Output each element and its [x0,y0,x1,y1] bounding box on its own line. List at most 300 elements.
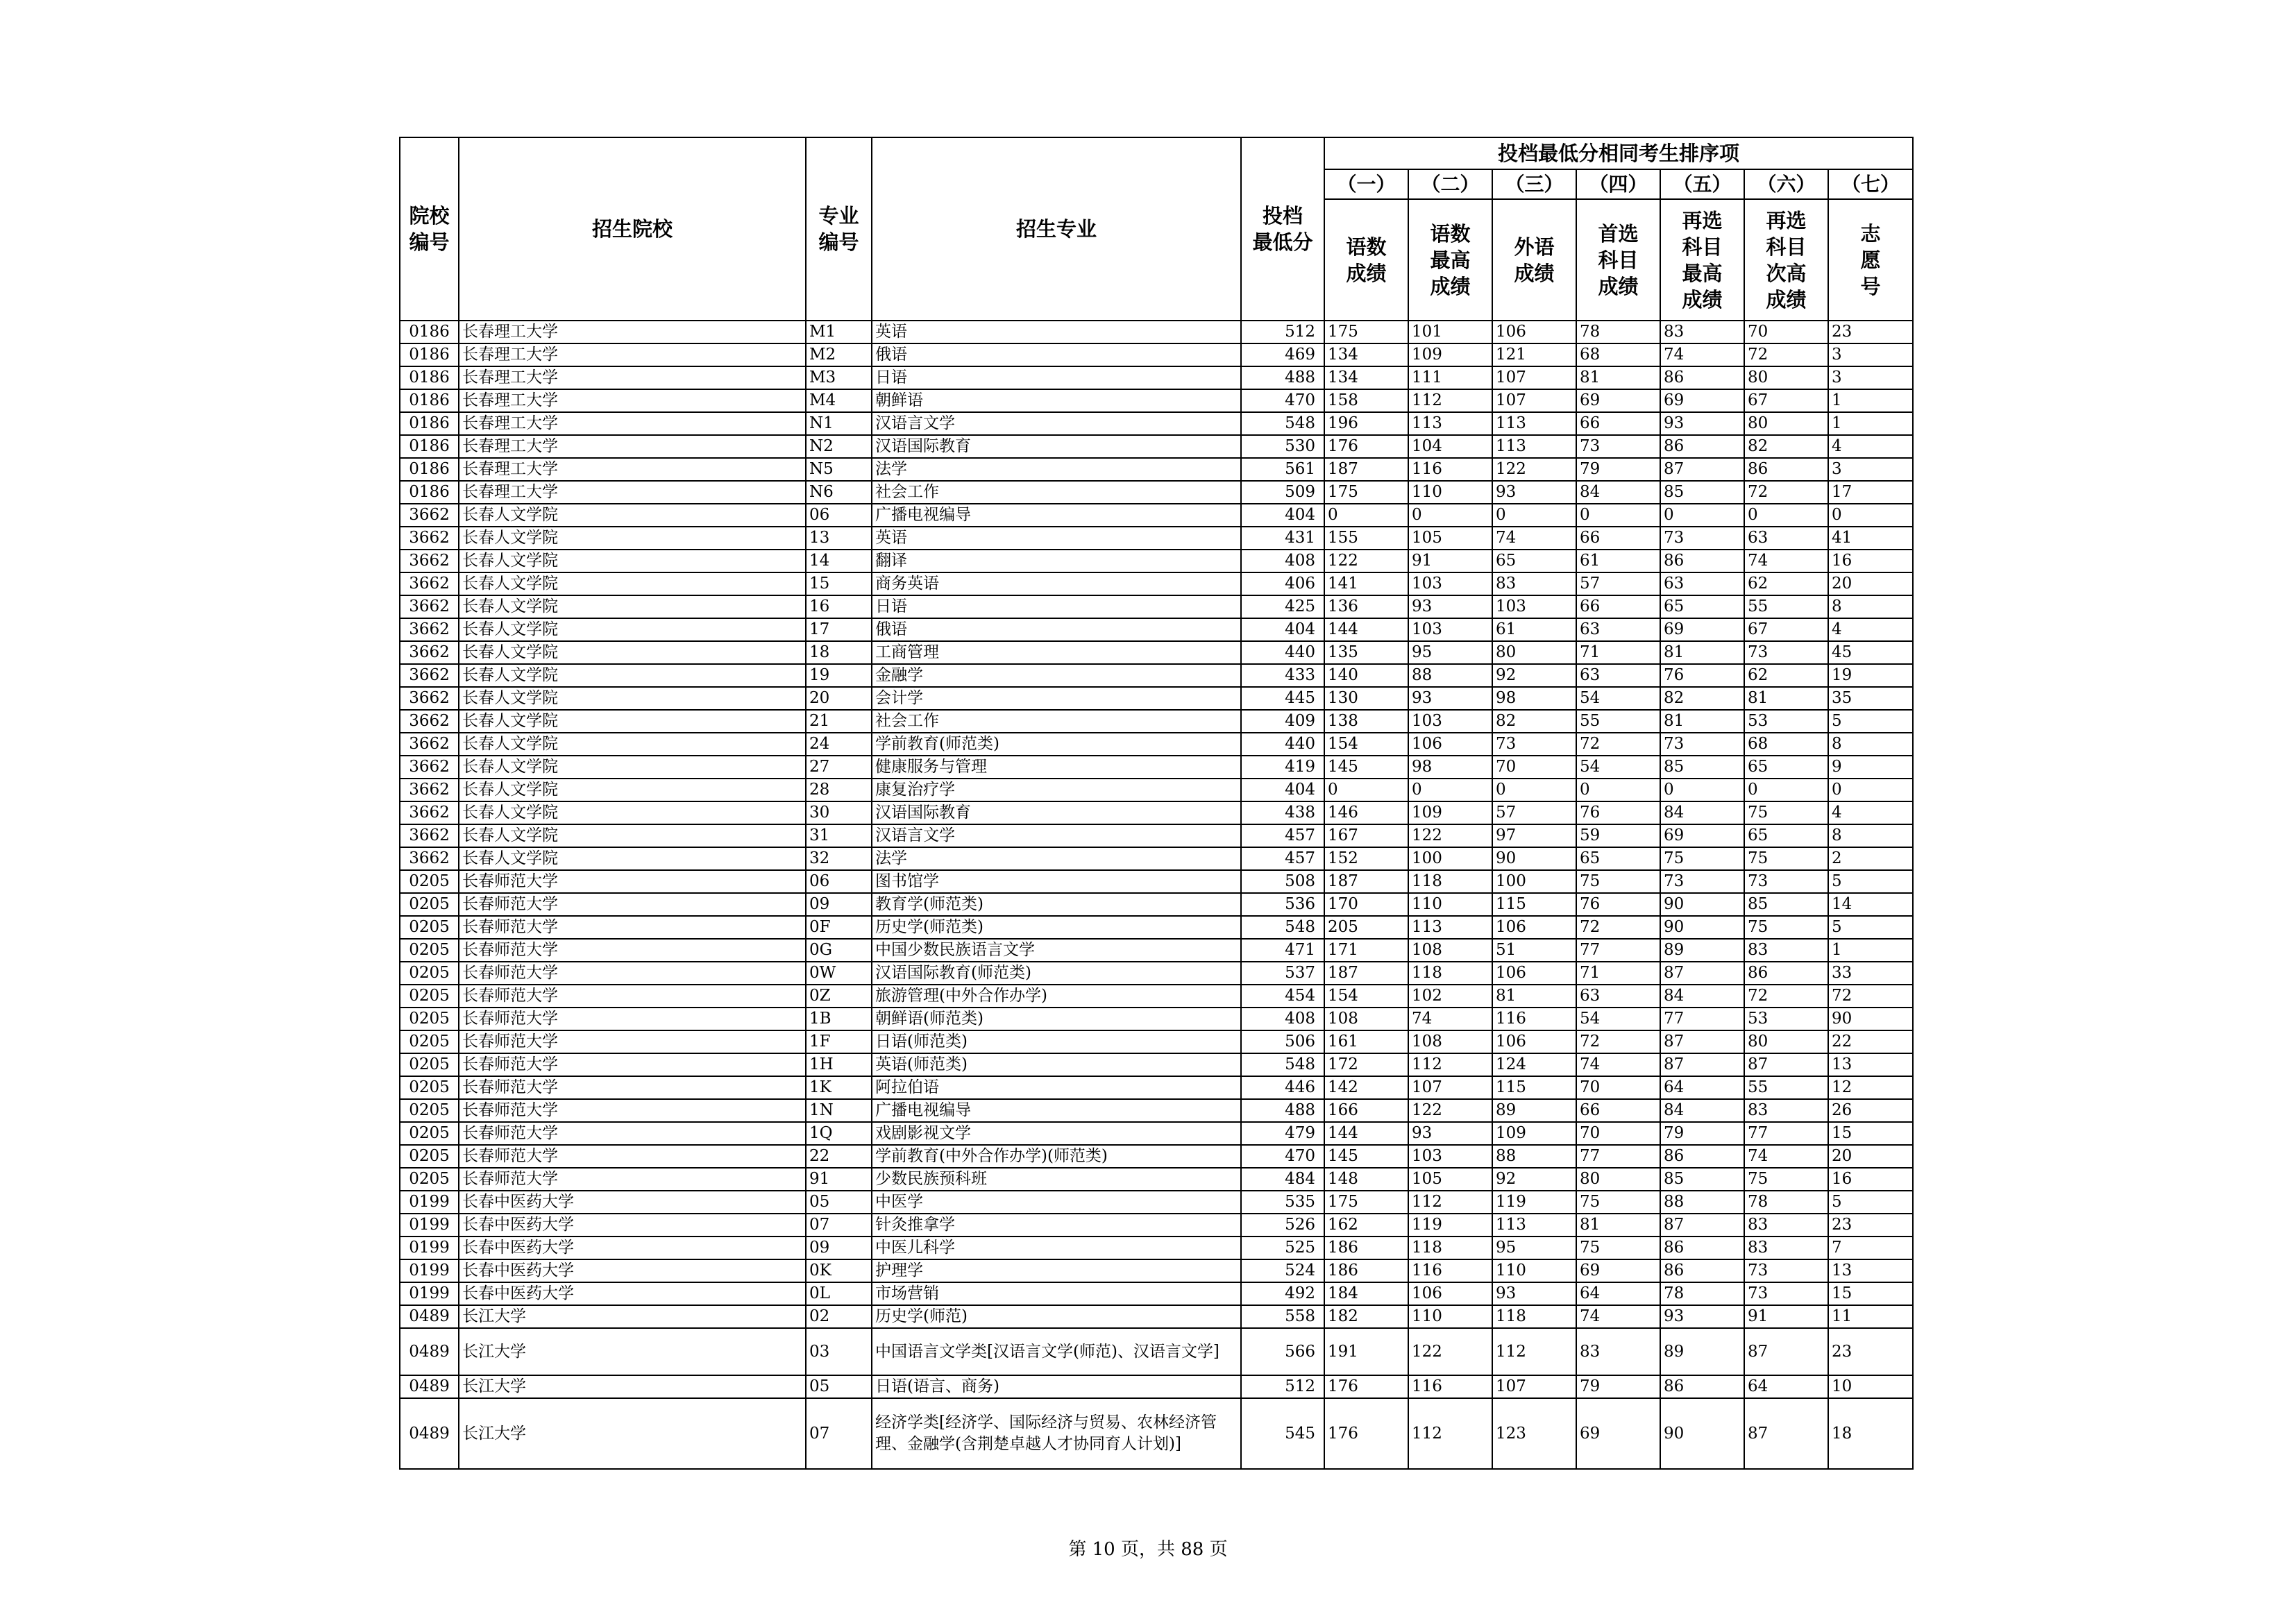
tiebreak-2-cell: 88 [1408,664,1492,687]
table-row [400,985,1913,1008]
tiebreak-7-cell: 72 [1828,985,1913,1008]
tiebreak-2-cell: 122 [1408,824,1492,847]
table-row [400,1122,1913,1145]
tiebreak-3-cell: 98 [1492,687,1576,710]
school-name-cell: 长春人文学院 [459,733,806,756]
school-name-cell: 长春人文学院 [459,779,806,801]
tiebreak-6-cell: 73 [1744,1259,1828,1282]
major-name-cell: 护理学 [872,1259,1241,1282]
tiebreak-6-cell: 55 [1744,1076,1828,1099]
major-name-cell: 日语 [872,595,1241,618]
table-header [400,137,1913,321]
table-row [400,893,1913,916]
table-row [400,321,1913,343]
tiebreak-7-cell: 20 [1828,572,1913,595]
tiebreak-6-cell: 67 [1744,618,1828,641]
tiebreak-4-cell: 70 [1576,1076,1660,1099]
tiebreak-2-cell: 102 [1408,985,1492,1008]
major-code-cell: 1N [806,1099,872,1122]
major-code-cell: N2 [806,435,872,458]
tiebreak-2-cell: 116 [1408,458,1492,481]
tiebreak-7-cell: 8 [1828,733,1913,756]
school-name-cell: 长春师范大学 [459,870,806,893]
tiebreak-4-cell: 84 [1576,481,1660,504]
tiebreak-2-cell: 93 [1408,687,1492,710]
tiebreak-7-cell: 20 [1828,1145,1913,1168]
header-major-code: 专业 编号 [806,137,872,321]
tiebreak-col-number: （二） [1408,169,1492,199]
table-row [400,733,1913,756]
tiebreak-4-cell: 77 [1576,939,1660,962]
school-code-cell: 0205 [400,1053,459,1076]
school-code-cell: 0186 [400,343,459,366]
tiebreak-col-number: （七） [1828,169,1913,199]
school-code-cell: 3662 [400,664,459,687]
school-name-cell: 长春人文学院 [459,527,806,550]
table-row [400,801,1913,824]
table-row [400,664,1913,687]
tiebreak-4-cell: 81 [1576,366,1660,389]
tiebreak-4-cell: 54 [1576,687,1660,710]
tiebreak-6-cell: 53 [1744,710,1828,733]
tiebreak-5-cell: 69 [1660,389,1744,412]
major-name-cell: 社会工作 [872,481,1241,504]
page-footer: 第 10 页，共 88 页 [1068,1539,1228,1560]
major-code-cell: 0K [806,1259,872,1282]
tiebreak-5-cell: 85 [1660,1168,1744,1191]
tiebreak-6-cell: 0 [1744,779,1828,801]
tiebreak-5-cell: 89 [1660,939,1744,962]
tiebreak-1-cell: 158 [1324,389,1408,412]
major-code-cell: 24 [806,733,872,756]
tiebreak-1-cell: 182 [1324,1305,1408,1328]
tiebreak-2-cell: 109 [1408,801,1492,824]
tiebreak-7-cell: 16 [1828,550,1913,572]
min-score-cell: 536 [1241,893,1324,916]
tiebreak-1-cell: 144 [1324,618,1408,641]
tiebreak-3-cell: 93 [1492,1282,1576,1305]
tiebreak-5-cell: 73 [1660,733,1744,756]
school-name-cell: 长春中医药大学 [459,1214,806,1237]
tiebreak-1-cell: 187 [1324,870,1408,893]
major-name-cell: 中国语言文学类[汉语言文学(师范)、汉语言文学] [872,1328,1241,1375]
tiebreak-4-cell: 54 [1576,1008,1660,1030]
tiebreak-6-cell: 74 [1744,550,1828,572]
tiebreak-4-cell: 66 [1576,527,1660,550]
major-name-cell: 朝鲜语 [872,389,1241,412]
tiebreak-7-cell: 4 [1828,435,1913,458]
table-row [400,710,1913,733]
tiebreak-col-label: 语数 成绩 [1324,199,1408,321]
tiebreak-2-cell: 98 [1408,756,1492,779]
tiebreak-1-cell: 196 [1324,412,1408,435]
tiebreak-1-cell: 170 [1324,893,1408,916]
tiebreak-2-cell: 74 [1408,1008,1492,1030]
tiebreak-6-cell: 0 [1744,504,1828,527]
school-code-cell: 0205 [400,1030,459,1053]
table-row [400,1099,1913,1122]
table-row [400,366,1913,389]
tiebreak-2-cell: 103 [1408,710,1492,733]
school-code-cell: 0199 [400,1237,459,1259]
major-name-cell: 英语(师范类) [872,1053,1241,1076]
tiebreak-5-cell: 79 [1660,1122,1744,1145]
school-name-cell: 长春人文学院 [459,572,806,595]
tiebreak-4-cell: 75 [1576,1237,1660,1259]
tiebreak-6-cell: 63 [1744,527,1828,550]
tiebreak-5-cell: 84 [1660,985,1744,1008]
school-name-cell: 长江大学 [459,1328,806,1375]
school-name-cell: 长春理工大学 [459,435,806,458]
tiebreak-7-cell: 41 [1828,527,1913,550]
tiebreak-6-cell: 73 [1744,870,1828,893]
tiebreak-2-cell: 116 [1408,1259,1492,1282]
school-code-cell: 0186 [400,481,459,504]
major-name-cell: 翻译 [872,550,1241,572]
tiebreak-6-cell: 86 [1744,962,1828,985]
tiebreak-1-cell: 186 [1324,1259,1408,1282]
major-code-cell: M4 [806,389,872,412]
tiebreak-5-cell: 73 [1660,527,1744,550]
tiebreak-3-cell: 51 [1492,939,1576,962]
tiebreak-7-cell: 9 [1828,756,1913,779]
tiebreak-5-cell: 83 [1660,321,1744,343]
table-row [400,1375,1913,1398]
school-name-cell: 长春中医药大学 [459,1191,806,1214]
min-score-cell: 445 [1241,687,1324,710]
school-code-cell: 0186 [400,321,459,343]
tiebreak-6-cell: 81 [1744,687,1828,710]
tiebreak-7-cell: 8 [1828,824,1913,847]
min-score-cell: 525 [1241,1237,1324,1259]
tiebreak-6-cell: 75 [1744,801,1828,824]
tiebreak-1-cell: 191 [1324,1328,1408,1375]
tiebreak-6-cell: 62 [1744,572,1828,595]
tiebreak-1-cell: 0 [1324,779,1408,801]
min-score-cell: 440 [1241,641,1324,664]
tiebreak-3-cell: 112 [1492,1328,1576,1375]
tiebreak-2-cell: 105 [1408,527,1492,550]
min-score-cell: 419 [1241,756,1324,779]
school-code-cell: 0205 [400,916,459,939]
school-name-cell: 长春师范大学 [459,1008,806,1030]
tiebreak-1-cell: 152 [1324,847,1408,870]
major-code-cell: 06 [806,870,872,893]
tiebreak-6-cell: 75 [1744,1168,1828,1191]
major-code-cell: 07 [806,1214,872,1237]
min-score-cell: 548 [1241,1053,1324,1076]
school-name-cell: 长春师范大学 [459,1099,806,1122]
tiebreak-2-cell: 110 [1408,1305,1492,1328]
tiebreak-6-cell: 82 [1744,435,1828,458]
tiebreak-4-cell: 72 [1576,916,1660,939]
tiebreak-1-cell: 175 [1324,481,1408,504]
tiebreak-4-cell: 70 [1576,1122,1660,1145]
tiebreak-3-cell: 73 [1492,733,1576,756]
tiebreak-2-cell: 93 [1408,595,1492,618]
min-score-cell: 425 [1241,595,1324,618]
tiebreak-1-cell: 175 [1324,321,1408,343]
tiebreak-5-cell: 90 [1660,1398,1744,1469]
tiebreak-5-cell: 81 [1660,710,1744,733]
major-name-cell: 商务英语 [872,572,1241,595]
major-name-cell: 历史学(师范) [872,1305,1241,1328]
tiebreak-1-cell: 154 [1324,985,1408,1008]
major-code-cell: N6 [806,481,872,504]
header-tiebreak-group: 投档最低分相同考生排序项 [1324,137,1913,169]
tiebreak-3-cell: 107 [1492,1375,1576,1398]
school-code-cell: 3662 [400,847,459,870]
table-row [400,847,1913,870]
major-code-cell: 91 [806,1168,872,1191]
tiebreak-4-cell: 65 [1576,847,1660,870]
tiebreak-4-cell: 72 [1576,1030,1660,1053]
tiebreak-2-cell: 110 [1408,481,1492,504]
major-name-cell: 学前教育(师范类) [872,733,1241,756]
tiebreak-6-cell: 72 [1744,343,1828,366]
tiebreak-7-cell: 15 [1828,1282,1913,1305]
header-major-name: 招生专业 [872,137,1241,321]
tiebreak-4-cell: 76 [1576,801,1660,824]
school-name-cell: 长春理工大学 [459,389,806,412]
tiebreak-4-cell: 66 [1576,412,1660,435]
school-name-cell: 长春中医药大学 [459,1259,806,1282]
tiebreak-5-cell: 76 [1660,664,1744,687]
tiebreak-2-cell: 110 [1408,893,1492,916]
tiebreak-6-cell: 83 [1744,1214,1828,1237]
school-name-cell: 长春理工大学 [459,366,806,389]
tiebreak-1-cell: 187 [1324,962,1408,985]
min-score-cell: 548 [1241,412,1324,435]
tiebreak-2-cell: 101 [1408,321,1492,343]
tiebreak-7-cell: 4 [1828,618,1913,641]
school-code-cell: 0186 [400,389,459,412]
tiebreak-4-cell: 81 [1576,1214,1660,1237]
tiebreak-1-cell: 141 [1324,572,1408,595]
major-code-cell: 30 [806,801,872,824]
table-row [400,1282,1913,1305]
tiebreak-5-cell: 69 [1660,824,1744,847]
tiebreak-7-cell: 17 [1828,481,1913,504]
tiebreak-5-cell: 86 [1660,1259,1744,1282]
school-name-cell: 长江大学 [459,1375,806,1398]
tiebreak-2-cell: 106 [1408,1282,1492,1305]
tiebreak-2-cell: 106 [1408,733,1492,756]
table-row [400,1259,1913,1282]
tiebreak-4-cell: 69 [1576,1259,1660,1282]
tiebreak-col-label: 语数 最高 成绩 [1408,199,1492,321]
tiebreak-4-cell: 61 [1576,550,1660,572]
tiebreak-1-cell: 186 [1324,1237,1408,1259]
tiebreak-6-cell: 75 [1744,847,1828,870]
school-name-cell: 长春师范大学 [459,1145,806,1168]
min-score-cell: 406 [1241,572,1324,595]
major-code-cell: 1K [806,1076,872,1099]
school-name-cell: 长江大学 [459,1305,806,1328]
major-name-cell: 中医学 [872,1191,1241,1214]
major-code-cell: 22 [806,1145,872,1168]
table-row [400,595,1913,618]
table-row [400,504,1913,527]
school-name-cell: 长春人文学院 [459,710,806,733]
min-score-cell: 509 [1241,481,1324,504]
tiebreak-6-cell: 87 [1744,1398,1828,1469]
tiebreak-6-cell: 87 [1744,1053,1828,1076]
tiebreak-4-cell: 74 [1576,1305,1660,1328]
tiebreak-3-cell: 106 [1492,916,1576,939]
tiebreak-1-cell: 146 [1324,801,1408,824]
major-name-cell: 戏剧影视文学 [872,1122,1241,1145]
major-name-cell: 法学 [872,847,1241,870]
tiebreak-6-cell: 83 [1744,939,1828,962]
tiebreak-5-cell: 88 [1660,1191,1744,1214]
table-row [400,618,1913,641]
tiebreak-3-cell: 115 [1492,1076,1576,1099]
major-name-cell: 汉语国际教育 [872,435,1241,458]
tiebreak-1-cell: 176 [1324,435,1408,458]
tiebreak-3-cell: 92 [1492,1168,1576,1191]
tiebreak-5-cell: 69 [1660,618,1744,641]
tiebreak-6-cell: 80 [1744,366,1828,389]
tiebreak-6-cell: 87 [1744,1328,1828,1375]
table-row [400,1191,1913,1214]
table-row [400,641,1913,664]
tiebreak-7-cell: 90 [1828,1008,1913,1030]
tiebreak-3-cell: 103 [1492,595,1576,618]
tiebreak-6-cell: 65 [1744,824,1828,847]
school-code-cell: 0186 [400,435,459,458]
school-code-cell: 3662 [400,824,459,847]
school-name-cell: 长春师范大学 [459,939,806,962]
school-code-cell: 3662 [400,550,459,572]
tiebreak-1-cell: 154 [1324,733,1408,756]
min-score-cell: 484 [1241,1168,1324,1191]
tiebreak-2-cell: 103 [1408,572,1492,595]
table-row [400,1237,1913,1259]
tiebreak-3-cell: 97 [1492,824,1576,847]
major-code-cell: 32 [806,847,872,870]
tiebreak-3-cell: 88 [1492,1145,1576,1168]
table-row [400,779,1913,801]
major-code-cell: 1B [806,1008,872,1030]
school-code-cell: 3662 [400,618,459,641]
tiebreak-2-cell: 107 [1408,1076,1492,1099]
tiebreak-5-cell: 86 [1660,1237,1744,1259]
tiebreak-5-cell: 90 [1660,893,1744,916]
min-score-cell: 438 [1241,801,1324,824]
major-code-cell: N1 [806,412,872,435]
tiebreak-7-cell: 5 [1828,916,1913,939]
tiebreak-1-cell: 136 [1324,595,1408,618]
major-code-cell: 17 [806,618,872,641]
tiebreak-3-cell: 92 [1492,664,1576,687]
school-code-cell: 0199 [400,1282,459,1305]
tiebreak-3-cell: 95 [1492,1237,1576,1259]
min-score-cell: 512 [1241,321,1324,343]
tiebreak-5-cell: 81 [1660,641,1744,664]
major-code-cell: 05 [806,1375,872,1398]
tiebreak-3-cell: 113 [1492,1214,1576,1237]
school-code-cell: 0199 [400,1259,459,1282]
min-score-cell: 537 [1241,962,1324,985]
tiebreak-5-cell: 82 [1660,687,1744,710]
tiebreak-5-cell: 84 [1660,801,1744,824]
tiebreak-5-cell: 86 [1660,1145,1744,1168]
tiebreak-7-cell: 23 [1828,321,1913,343]
tiebreak-2-cell: 112 [1408,1398,1492,1469]
tiebreak-4-cell: 79 [1576,1375,1660,1398]
school-name-cell: 长春人文学院 [459,618,806,641]
major-name-cell: 广播电视编导 [872,504,1241,527]
tiebreak-3-cell: 113 [1492,435,1576,458]
school-code-cell: 3662 [400,756,459,779]
tiebreak-7-cell: 8 [1828,595,1913,618]
school-code-cell: 3662 [400,572,459,595]
school-name-cell: 长江大学 [459,1398,806,1469]
tiebreak-3-cell: 81 [1492,985,1576,1008]
tiebreak-4-cell: 77 [1576,1145,1660,1168]
school-code-cell: 0205 [400,1145,459,1168]
tiebreak-3-cell: 61 [1492,618,1576,641]
tiebreak-3-cell: 57 [1492,801,1576,824]
major-code-cell: 16 [806,595,872,618]
school-code-cell: 0205 [400,1099,459,1122]
tiebreak-4-cell: 83 [1576,1328,1660,1375]
school-name-cell: 长春人文学院 [459,801,806,824]
major-name-cell: 汉语言文学 [872,824,1241,847]
tiebreak-3-cell: 70 [1492,756,1576,779]
tiebreak-3-cell: 123 [1492,1398,1576,1469]
tiebreak-6-cell: 62 [1744,664,1828,687]
tiebreak-2-cell: 91 [1408,550,1492,572]
school-name-cell: 长春师范大学 [459,1076,806,1099]
tiebreak-5-cell: 93 [1660,412,1744,435]
tiebreak-6-cell: 67 [1744,389,1828,412]
school-name-cell: 长春人文学院 [459,595,806,618]
tiebreak-4-cell: 63 [1576,985,1660,1008]
tiebreak-2-cell: 93 [1408,1122,1492,1145]
tiebreak-3-cell: 115 [1492,893,1576,916]
tiebreak-6-cell: 74 [1744,1145,1828,1168]
tiebreak-4-cell: 66 [1576,595,1660,618]
min-score-cell: 508 [1241,870,1324,893]
major-name-cell: 俄语 [872,343,1241,366]
tiebreak-5-cell: 64 [1660,1076,1744,1099]
tiebreak-col-label: 外语 成绩 [1492,199,1576,321]
tiebreak-col-label: 志 愿 号 [1828,199,1913,321]
tiebreak-2-cell: 119 [1408,1214,1492,1237]
tiebreak-6-cell: 78 [1744,1191,1828,1214]
tiebreak-2-cell: 0 [1408,779,1492,801]
tiebreak-1-cell: 162 [1324,1214,1408,1237]
tiebreak-1-cell: 134 [1324,343,1408,366]
tiebreak-4-cell: 78 [1576,321,1660,343]
school-code-cell: 0186 [400,366,459,389]
school-name-cell: 长春理工大学 [459,321,806,343]
tiebreak-6-cell: 83 [1744,1099,1828,1122]
major-code-cell: 13 [806,527,872,550]
tiebreak-2-cell: 113 [1408,916,1492,939]
tiebreak-2-cell: 118 [1408,870,1492,893]
min-score-cell: 526 [1241,1214,1324,1237]
tiebreak-7-cell: 19 [1828,664,1913,687]
major-code-cell: N5 [806,458,872,481]
tiebreak-6-cell: 91 [1744,1305,1828,1328]
school-code-cell: 3662 [400,641,459,664]
major-name-cell: 针灸推拿学 [872,1214,1241,1237]
tiebreak-2-cell: 103 [1408,618,1492,641]
tiebreak-2-cell: 108 [1408,939,1492,962]
